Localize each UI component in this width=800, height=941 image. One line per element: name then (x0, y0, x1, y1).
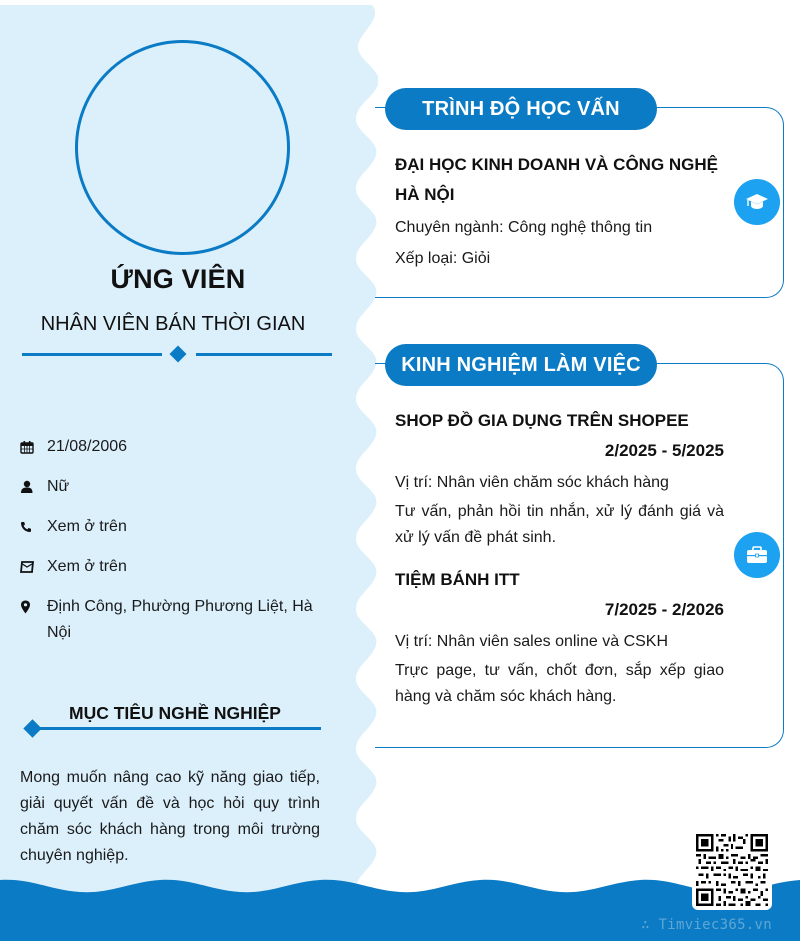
brand-watermark[interactable]: ∴ Timviec365.vn (641, 917, 772, 933)
contact-phone (20, 514, 320, 540)
calendar-icon (20, 434, 47, 460)
job-description: Trực page, tư vấn, chốt đơn, sắp xếp giao hàng và chăm sóc khách hàng. (395, 662, 724, 705)
candidate-job-title: NHÂN VIÊN BÁN THỜI GIAN (40, 313, 306, 335)
job-position: Vị trí: Nhân viên sales online và CSKH (395, 633, 669, 650)
address-value: Định Công, Phường Phương Liệt, Hà Nội (47, 598, 313, 641)
qr-code[interactable] (692, 830, 772, 910)
job-item (395, 565, 724, 710)
envelope-icon (20, 554, 47, 580)
education-major: Chuyên ngành: Công nghệ thông tin (395, 219, 653, 236)
user-icon (20, 474, 47, 500)
graduation-cap-icon (734, 179, 780, 225)
job-item (395, 406, 724, 551)
job-period: 2/2025 - 5/2025 (604, 441, 724, 460)
career-goal-title: MỤC TIÊU NGHỀ NGHIỆP (69, 703, 281, 723)
contact-address (20, 594, 320, 646)
email-value: Xem ở trên (47, 558, 127, 575)
avatar-photo-frame[interactable] (75, 40, 290, 255)
contact-gender (20, 474, 320, 500)
experience-body (395, 406, 724, 718)
education-heading: TRÌNH ĐỘ HỌC VẤN (385, 88, 657, 130)
contact-birthday (20, 434, 320, 460)
contact-email (20, 554, 320, 580)
job-description: Tư vấn, phản hồi tin nhắn, xử lý đánh giá và xử lý vấn đề phát sinh. (395, 503, 724, 546)
diamond-icon (170, 346, 187, 363)
education-section (375, 88, 784, 298)
name-divider (22, 346, 332, 364)
divider-line (196, 353, 332, 356)
job-company: SHOP ĐỒ GIA DỤNG TRÊN SHOPEE (395, 411, 689, 430)
phone-icon (20, 514, 47, 540)
candidate-name: ỨNG VIÊN (110, 264, 246, 294)
birthday-value: 21/08/2006 (47, 438, 128, 455)
school-name: ĐẠI HỌC KINH DOANH VÀ CÔNG NGHỆ HÀ NỘI (395, 155, 719, 204)
experience-section (375, 344, 784, 748)
job-company: TIỆM BÁNH ITT (395, 570, 520, 589)
divider-line (22, 353, 162, 356)
qr-code-icon (696, 834, 768, 906)
gender-value: Nữ (47, 478, 70, 495)
experience-heading: KINH NGHIỆM LÀM VIỆC (385, 344, 657, 386)
diamond-icon (23, 719, 41, 737)
education-grade: Xếp loại: Giỏi (395, 250, 491, 267)
career-goal-heading (22, 703, 322, 737)
phone-value: Xem ở trên (47, 518, 127, 535)
career-goal-text: Mong muốn nâng cao kỹ năng giao tiếp, giải quyết vấn đề và học hỏi quy trình chăm sóc khách hàng trong môi trường chuyên nghiệp. (20, 769, 320, 864)
job-period: 7/2025 - 2/2026 (604, 600, 724, 619)
contact-info-list (20, 434, 320, 660)
education-body (395, 150, 724, 274)
map-marker-icon (20, 594, 47, 620)
heading-underline (34, 727, 321, 730)
job-position: Vị trí: Nhân viên chăm sóc khách hàng (395, 474, 669, 491)
briefcase-icon (734, 532, 780, 578)
